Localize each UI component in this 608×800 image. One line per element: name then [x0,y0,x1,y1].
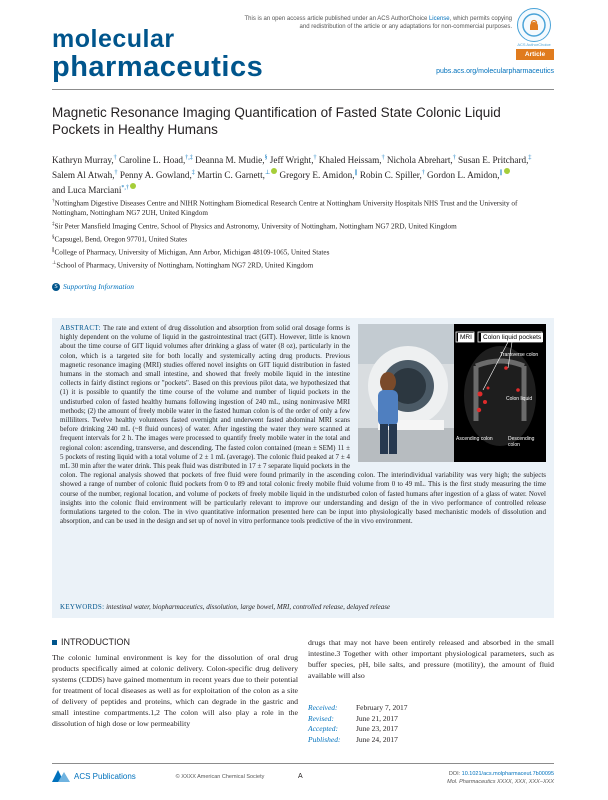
citation-text: Mol. Pharmaceutics XXXX, XXX, XXX−XXX [447,778,554,785]
date-row [308,724,554,735]
license-link[interactable]: License [428,16,450,22]
supporting-information-label: Supporting Information [63,282,135,291]
author-affiliation-mark: † [452,155,456,161]
abstract [60,324,546,526]
author-name[interactable]: Deanna M. Mudie, [195,155,265,166]
toc-label-ascending: Ascending colon [456,436,493,442]
date-value: June 24, 2017 [356,734,398,744]
author-name[interactable]: Salem Al Atwah, [52,170,115,181]
affiliation-mark: ⊥ [52,260,57,266]
header-divider [52,89,554,90]
date-label: Received: [308,703,338,712]
author-affiliation-mark: *,† [121,185,129,192]
author-name[interactable]: Robin C. Spiller, [359,170,422,181]
author-affiliation-mark: ∥ [499,170,503,177]
affiliation-text: Sir Peter Mansfield Imaging Centre, School of Physics and Astronomy, University of Nottingham, Nottingham NG7 2RD, United Kingdom [54,222,457,231]
affiliation-item [52,220,554,231]
date-row [308,714,554,725]
author-name[interactable]: Khaled Heissam, [318,155,382,166]
open-access-icon [518,9,550,41]
journal-url-link[interactable]: pubs.acs.org/molecularpharmaceutics [436,68,554,75]
journal-logo [52,25,264,83]
author-affiliation-mark: ‡ [191,170,195,177]
author-name[interactable]: Jeff Wright, [269,155,314,166]
acs-publications-logo[interactable] [52,770,162,782]
affiliation-text: College of Pharmacy, University of Michigan, Ann Arbor, Michigan 48109-1065, United States [54,248,330,257]
author-affiliation-mark: † [421,170,425,177]
introduction-paragraph-left: The colonic luminal environment is key for the dissolution of oral drug products specifically aimed at colonic delivery. Colon-specific drug delivery systems (CDDS) have gained momentum in recent years due to their potential for treatment of local diseases as well as for exploitation of the colon as a site of delivery of peptides and proteins, which can degrade in the gastric and small intestine compartments.1,2 The colon will also play a role in the dissolution of high dose or low permeability [52,653,298,728]
author-name[interactable]: and Luca Marciani [52,185,122,196]
body-column-left [52,637,298,729]
affiliation-mark: ‡ [52,221,55,227]
journal-logo-line2: pharmaceutics [52,51,264,83]
author-name[interactable]: Martin C. Garnett, [197,170,265,181]
affiliation-mark: † [52,199,55,204]
article-dates [308,703,554,745]
affiliation-item [52,197,554,218]
keywords [60,603,546,612]
page-number: A [298,773,303,780]
copyright-notice: © XXXX American Chemical Society [175,774,265,780]
toc-label-mri: MRI [460,334,472,341]
license-text-post: , which permits copying and redistribution of the article or any adaptations for non-commercial purposes. [299,16,512,30]
orcid-icon[interactable] [130,183,136,189]
license-notice [242,15,512,31]
author-affiliation-mark: † [313,155,317,161]
toc-label-transverse: Transverse colon [500,352,539,358]
toc-label-pockets: Colon liquid pockets [483,334,542,341]
doi-link[interactable]: 10.1021/acs.molpharmaceut.7b00095 [461,771,554,777]
author-affiliation-mark: † [113,155,117,161]
license-text-pre: This is an open access article published under an ACS AuthorChoice [244,16,429,22]
abstract-label: ABSTRACT: [60,324,101,332]
author-name[interactable]: Gregory E. Amidon, [279,170,355,181]
body-column-right [308,637,554,681]
keywords-label: KEYWORDS: [60,603,105,611]
author-name[interactable]: Kathryn Murray, [52,155,114,166]
affiliation-item [52,233,554,244]
toc-graphic [358,324,546,462]
affiliation-text: Nottingham Digestive Diseases Centre and NIHR Nottingham Biomedical Research Centre at Nottingham University Hospitals NHS Trust and the University of Nottingham, Nottingham NG7 2UH, United Kingdom [52,199,518,218]
authorchoice-badge-icon[interactable] [517,8,551,42]
introduction-heading-text: INTRODUCTION [61,637,130,647]
introduction-heading [52,637,298,648]
affiliation-mark: ∥ [52,247,55,253]
abstract-text: The rate and extent of drug dissolution and absorption from solid oral dosage forms is highly dependent on the volume of liquid in the gastrointestinal tract (GIT). However, little is known about the time course of GIT liquid volumes after drinking a glass of water (8 oz), particularly in the colon, which is a targeted site for both locally and systemically acting drug products. Previous magnetic resonance imaging (MRI) studies offered novel insights on GIT liquid distribution in fasted humans in the stomach and small intestine, and showed that freely mobile liquid in the intestine collects in fairly distinct regions or "pockets". Based on this previous pilot data, we hypothesized that (1) it is possible to quantify the time course of the volume and number of liquid pockets in the undisturbed colon of fasted healthy humans following ingestion of 240 mL, using noninvasive MRI methods; (2) the amount of freely mobile water in the fasted human colon is of the order of only a few milliliters. Twelve healthy volunteers fasted overnight and underwent fasted abdominal MRI scans before drinking 240 mL (~8 fluid ounces) of water. After ingesting the water they were scanned at frequent intervals for 2 h. The images were processed to quantify freely mobile water in the total and regional colon: ascending, transverse, and descending. The fasted colon contained (mean ± SEM) 11 ± 5 pockets of resting liquid with a total volume of 2 ± 1 mL (average). The colonic fluid peaked at 7 ± 4 mL 30 min after the water drink. This peak fluid was distributed in 17 ± 7 separate liquid pockets in the colon. The regional analysis showed that pockets of free fluid were found primarily in the ascending colon. The interindividual variability was very high; the subjects showed a range of number of colonic fluid pockets from 0 to 89 and total colonic freely mobile fluid volume from 0 to 49 mL. This is the first study measuring the time course of the number, regional location, and volume of pockets of freely mobile liquid in the undisturbed colon of fasted humans after ingestion of a glass of water. Novel insights into the colonic fluid environment will be particularly relevant to improve our understanding and design of the in vivo performance of controlled release formulations targeted to the colon. The in vivo quantitative information presented here can be input into physiologically based mechanistic models of dissolution and absorption, and can be used in the design and set up of novel in vitro performance tools predictive of the in vivo environment. [60,324,546,526]
affiliation-item [52,259,554,270]
orcid-icon[interactable] [271,168,277,174]
badge-label: ACS AuthorChoice [517,42,551,47]
author-name[interactable]: Susan E. Pritchard, [457,155,529,166]
affiliation-text: School of Pharmacy, University of Nottingham, Nottingham NG7 2RD, United Kingdom [56,260,314,269]
author-list [52,152,554,197]
footer-divider [52,763,554,764]
introduction-paragraph-right: drugs that may not have been entirely released and absorbed in the small intestine.3 Together with other important physiological parameters, such as buffer species, pH, bile salts, and pressure (motility), the amount of fluid available will also [308,638,554,680]
article-type-tag: Article [516,49,554,60]
s-info-icon: S [52,283,60,291]
doi-citation [420,771,554,786]
date-row [308,703,554,714]
date-value: June 21, 2017 [356,713,398,723]
author-name[interactable]: Penny A. Gowland, [119,170,192,181]
keywords-text: intestinal water, biopharmaceutics, dissolution, large bowel, MRI, controlled release, delayed release [106,603,391,611]
affiliation-item [52,246,554,257]
date-label: Revised: [308,713,334,723]
affiliation-mark: § [52,234,55,240]
author-name[interactable]: Nichola Abrehart, [386,155,453,166]
supporting-information-link[interactable] [52,282,134,291]
date-value: June 23, 2017 [356,724,398,733]
article-title: Magnetic Resonance Imaging Quantification of Fasted State Colonic Liquid Pockets in Healthy Humans [52,105,501,137]
orcid-icon[interactable] [504,168,510,174]
acs-logo-icon [52,770,70,782]
toc-label-liquid: Colon liquid [506,396,533,402]
doi-label: DOI: [448,771,462,777]
author-affiliation-mark: § [264,155,268,161]
author-affiliation-mark: † [381,155,385,161]
date-value: February 7, 2017 [356,703,408,712]
date-row [308,735,554,746]
author-affiliation-mark: ⊥ [264,170,271,177]
journal-logo-line1: molecular [52,25,175,53]
affiliations [52,197,554,271]
author-name[interactable]: Caroline L. Hoad, [118,155,186,166]
affiliation-text: Capsugel, Bend, Oregon 97701, United States [54,235,188,244]
acs-publications-label: ACS Publications [74,771,136,781]
author-name[interactable]: Gordon L. Amidon, [427,170,500,181]
author-affiliation-mark: † [114,170,118,177]
toc-label-descending: Descending colon [508,436,535,448]
author-affiliation-mark: ∥ [354,170,358,177]
section-marker-icon [52,640,57,645]
author-affiliation-mark: ‡ [528,155,532,161]
author-affiliation-mark: †,‡ [185,155,193,161]
date-label: Published: [308,734,341,744]
date-label: Accepted: [308,724,338,733]
